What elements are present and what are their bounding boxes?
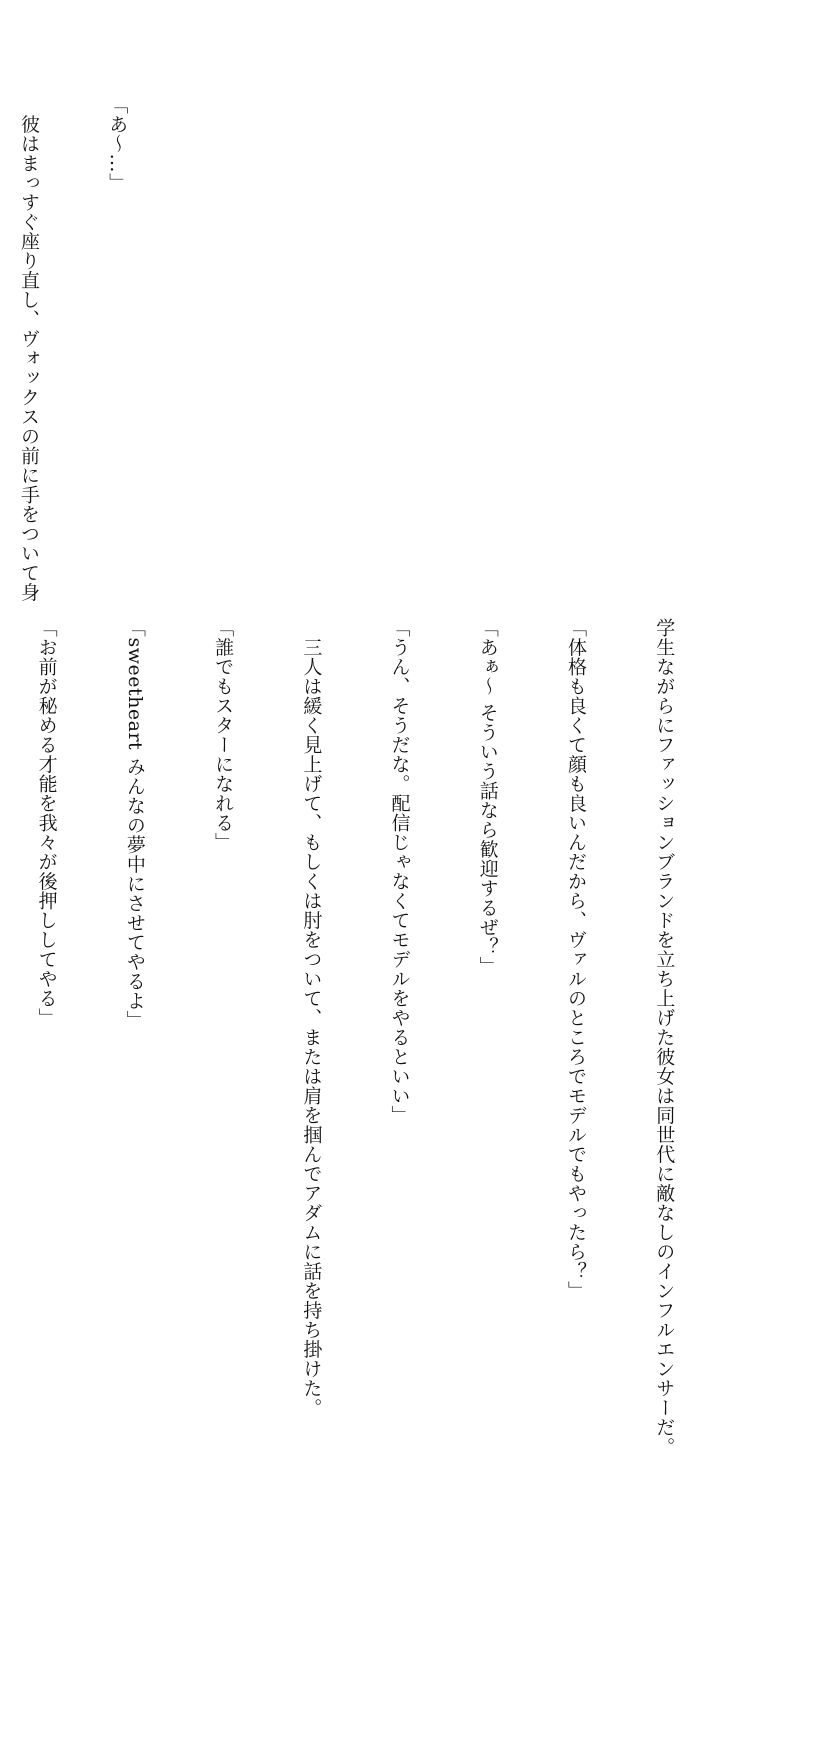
text-block-top bbox=[0, 95, 190, 602]
text-line: 「体格も良くて顔も良いんだから、ヴァルのところでモデルでもやったら？」 bbox=[564, 618, 587, 1301]
text-line: 「あぁ～ そういう話なら歓迎するぜ？」 bbox=[476, 618, 499, 976]
text-line: 「あ～…」 bbox=[106, 95, 129, 193]
text-line: 「sweetheart みんなの夢中にさせてやるよ」 bbox=[123, 618, 146, 1030]
text-line: 「誰でもスターになれる」 bbox=[212, 618, 235, 852]
text-line: 「お前が秘める才能を我々が後押ししてやる」 bbox=[35, 618, 58, 1028]
text-block-bottom bbox=[0, 618, 737, 1457]
text-line: 三人は緩く見上げて、もしくは肘をついて、または肩を掴んでアダムに話を持ち掛けた。 bbox=[300, 618, 323, 1418]
text-line: 「うん、そうだな。配信じゃなくてモデルをやるといい」 bbox=[388, 618, 411, 1125]
text-line: 彼はまっすぐ座り直し、ヴォックスの前に手をついて身 bbox=[17, 95, 40, 602]
text-line: 学生ながらにファッションブランドを立ち上げた彼女は同世代に敵なしのインフルエンサーだ。 bbox=[653, 618, 676, 1457]
